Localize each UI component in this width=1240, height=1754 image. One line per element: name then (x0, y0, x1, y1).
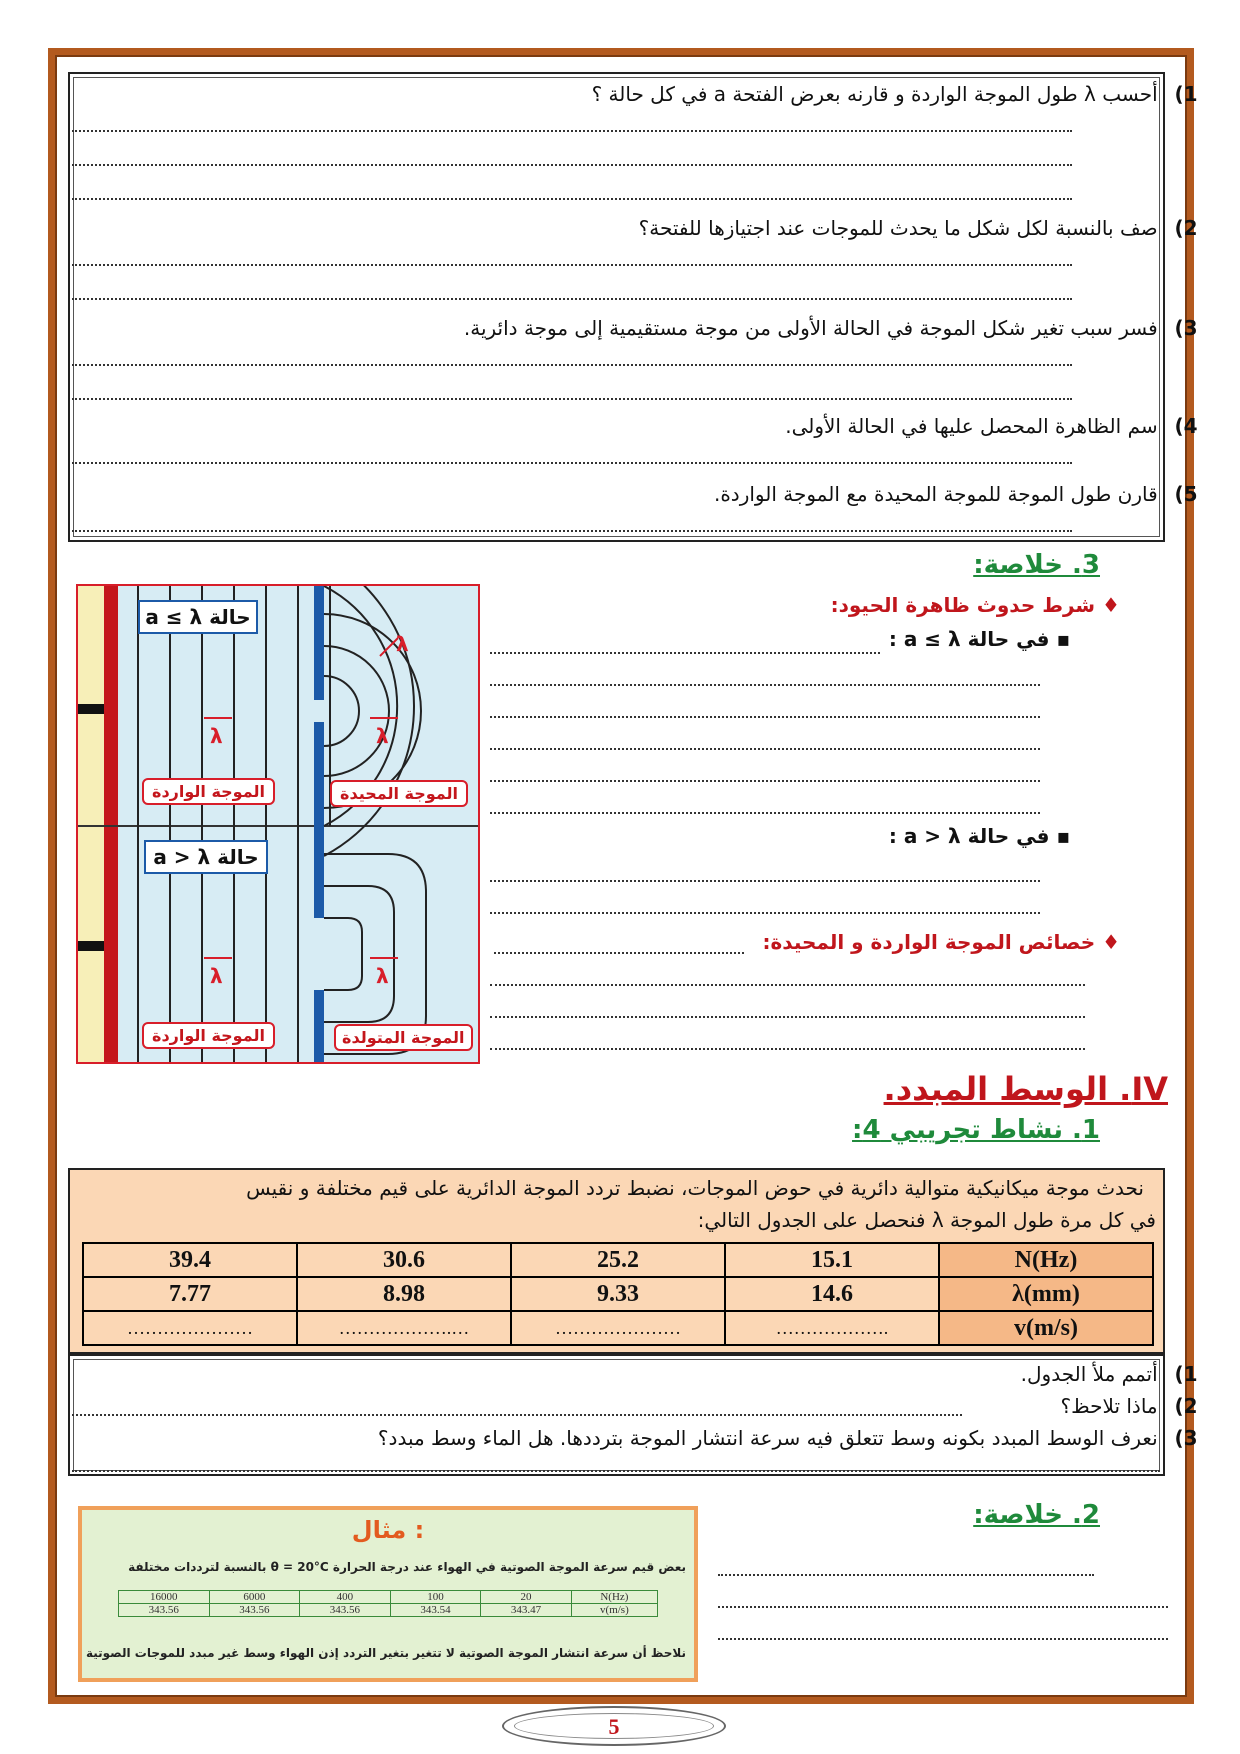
answer-line (72, 198, 1072, 200)
page-number: 5 (608, 1714, 620, 1739)
table-cell: 8.98 (297, 1277, 511, 1311)
table-cell: ……………….… (297, 1311, 511, 1345)
lambda-symbol: λ (396, 632, 409, 656)
answer-line (72, 462, 1072, 464)
question-text: فسر سبب تغير شكل الموجة في الحالة الأولى من موجة مستقيمية إلى موجة دائرية. (463, 316, 1158, 340)
row-label: v(m/s) (571, 1604, 657, 1617)
question-text: نعرف الوسط المبدد بكونه وسط تتعلق فيه سرعة انتشار الموجة بترددها. هل الماء وسط مبدد؟ (377, 1426, 1158, 1450)
table-cell: 15.1 (725, 1243, 939, 1277)
answer-line (490, 748, 1040, 750)
answer-line (718, 1574, 1094, 1576)
diffraction-condition-heading: ♦ شرط حدوث ظاهرة الحيود: (830, 593, 1120, 617)
table-cell: 343.56 (119, 1604, 210, 1617)
answer-line (72, 130, 1072, 132)
table-cell: 30.6 (297, 1243, 511, 1277)
answer-line (72, 1470, 1160, 1472)
example-note: نلاحظ أن سرعة انتشار الموجة الصوتية لا تتغير بتغير التردد إذن الهواء وسط غير مبدد للموجات الصوتية (85, 1646, 686, 1660)
answer-line (72, 398, 1072, 400)
wave-properties-heading: ♦ خصائص الموجة الواردة و المحيدة: (762, 930, 1120, 954)
answer-line (72, 264, 1072, 266)
table-cell: 100 (390, 1591, 481, 1604)
question-number: 4) (1174, 414, 1198, 438)
table-row (119, 1604, 658, 1617)
question-text: سم الظاهرة المحصل عليها في الحالة الأولى. (785, 414, 1158, 438)
table-cell: ………………… (83, 1311, 297, 1345)
question-text: صف بالنسبة لكل شكل ما يحدث للموجات عند اجتيازها للفتحة؟ (638, 216, 1158, 240)
answer-line (490, 716, 1040, 718)
row-label: N(Hz) (939, 1243, 1153, 1277)
table-cell: 343.54 (390, 1604, 481, 1617)
incident-wave-label: الموجة الواردة (142, 1022, 275, 1049)
row-label: λ(mm) (939, 1277, 1153, 1311)
table-cell: 20 (481, 1591, 572, 1604)
question-number: 1) (1174, 82, 1198, 106)
lambda-symbol: λ (210, 964, 223, 988)
top-case-label: حالة a ≤ λ (138, 600, 258, 634)
answer-line (490, 912, 1040, 914)
row-label: v(m/s) (939, 1311, 1153, 1345)
question-2 (639, 216, 1208, 240)
generated-wave-label: الموجة المتولدة (334, 1024, 473, 1051)
question-number: 2) (1174, 216, 1198, 240)
answer-line (72, 164, 1072, 166)
row-label: N(Hz) (571, 1591, 657, 1604)
table-row (83, 1277, 1153, 1311)
activity-question-3 (378, 1426, 1208, 1450)
question-number: 5) (1174, 482, 1198, 506)
table-cell: 25.2 (511, 1243, 725, 1277)
table-row (83, 1311, 1153, 1345)
table-cell: 14.6 (725, 1277, 939, 1311)
question-text: أتمم ملأ الجدول. (1020, 1362, 1158, 1386)
lambda-symbol: λ (210, 724, 223, 748)
question-number: 3) (1174, 316, 1198, 340)
question-number: 1) (1174, 1362, 1198, 1386)
example-sound-table (118, 1590, 658, 1617)
activity-heading: 1. نشاط تجريبي 4: (852, 1115, 1100, 1145)
summary-2-heading: 2. خلاصة: (973, 1500, 1100, 1530)
example-caption: بعض قيم سرعة الموجة الصوتية في الهواء عند درجة الحرارة θ = 20°C بالنسبة لترددات مختلفة (128, 1560, 686, 1574)
question-text: قارن طول الموجة للموجة المحيدة مع الموجة الواردة. (713, 482, 1158, 506)
bottom-case-label: حالة a > λ (144, 840, 268, 874)
frequency-wavelength-table (82, 1242, 1154, 1346)
table-cell: 400 (300, 1591, 391, 1604)
answer-line (72, 298, 1072, 300)
answer-line (718, 1606, 1168, 1608)
incident-wave-label: الموجة الواردة (142, 778, 275, 805)
case-a-le-lambda: ▪ في حالة a ≤ λ : (888, 627, 1070, 651)
table-cell: ………………. (725, 1311, 939, 1345)
answer-line (718, 1638, 1168, 1640)
section-iv-title: IV. الوسط المبدد. (883, 1070, 1168, 1108)
question-number: 3) (1174, 1426, 1198, 1450)
table-cell: 7.77 (83, 1277, 297, 1311)
example-box (78, 1506, 698, 1682)
diffraction-diagram (78, 586, 480, 1064)
diffraction-figure (76, 584, 480, 1064)
case-a-gt-lambda: ▪ في حالة a > λ : (888, 824, 1070, 848)
answer-line (490, 812, 1040, 814)
summary-heading: 3. خلاصة: (973, 550, 1100, 580)
answer-line (72, 530, 1072, 532)
page-number-badge (502, 1706, 726, 1746)
table-cell: 343.47 (481, 1604, 572, 1617)
activity-question-2 (1061, 1394, 1208, 1418)
answer-line (72, 364, 1072, 366)
example-title: مثال : (351, 1516, 425, 1544)
table-cell: 343.56 (209, 1604, 300, 1617)
answer-line (72, 1414, 962, 1416)
question-3 (464, 316, 1208, 340)
table-cell: 16000 (119, 1591, 210, 1604)
question-number: 2) (1174, 1394, 1198, 1418)
question-text: أحسب λ طول الموجة الواردة و قارنه بعرض الفتحة a في كل حالة ؟ (591, 82, 1158, 106)
table-cell: 9.33 (511, 1277, 725, 1311)
activity-intro-line-1: نحدث موجة ميكانيكية متوالية دائرية في حوض الموجات، نضبط تردد الموجة الدائرية على قيم مختلفة و نقيس (246, 1176, 1144, 1200)
answer-line (490, 780, 1040, 782)
table-row (83, 1243, 1153, 1277)
question-4 (785, 414, 1208, 438)
answer-line (494, 952, 744, 954)
table-cell: 39.4 (83, 1243, 297, 1277)
question-text: ماذا تلاحظ؟ (1060, 1394, 1158, 1418)
activity-question-1 (1021, 1362, 1208, 1386)
question-1 (592, 82, 1208, 106)
table-row (119, 1591, 658, 1604)
activity-intro-line-2: في كل مرة طول الموجة λ فنحصل على الجدول التالي: (697, 1208, 1156, 1232)
table-cell: 343.56 (300, 1604, 391, 1617)
answer-line (490, 880, 1040, 882)
table-cell: ………………… (511, 1311, 725, 1345)
lambda-symbol: λ (376, 964, 389, 988)
answer-line (490, 684, 1040, 686)
answer-line (490, 1048, 1085, 1050)
table-cell: 6000 (209, 1591, 300, 1604)
question-5 (714, 482, 1208, 506)
diffracted-wave-label: الموجة المحيدة (330, 780, 468, 807)
answer-line (490, 652, 880, 654)
lambda-symbol: λ (376, 724, 389, 748)
answer-line (490, 1016, 1085, 1018)
answer-line (490, 984, 1085, 986)
questions-box (68, 72, 1165, 542)
